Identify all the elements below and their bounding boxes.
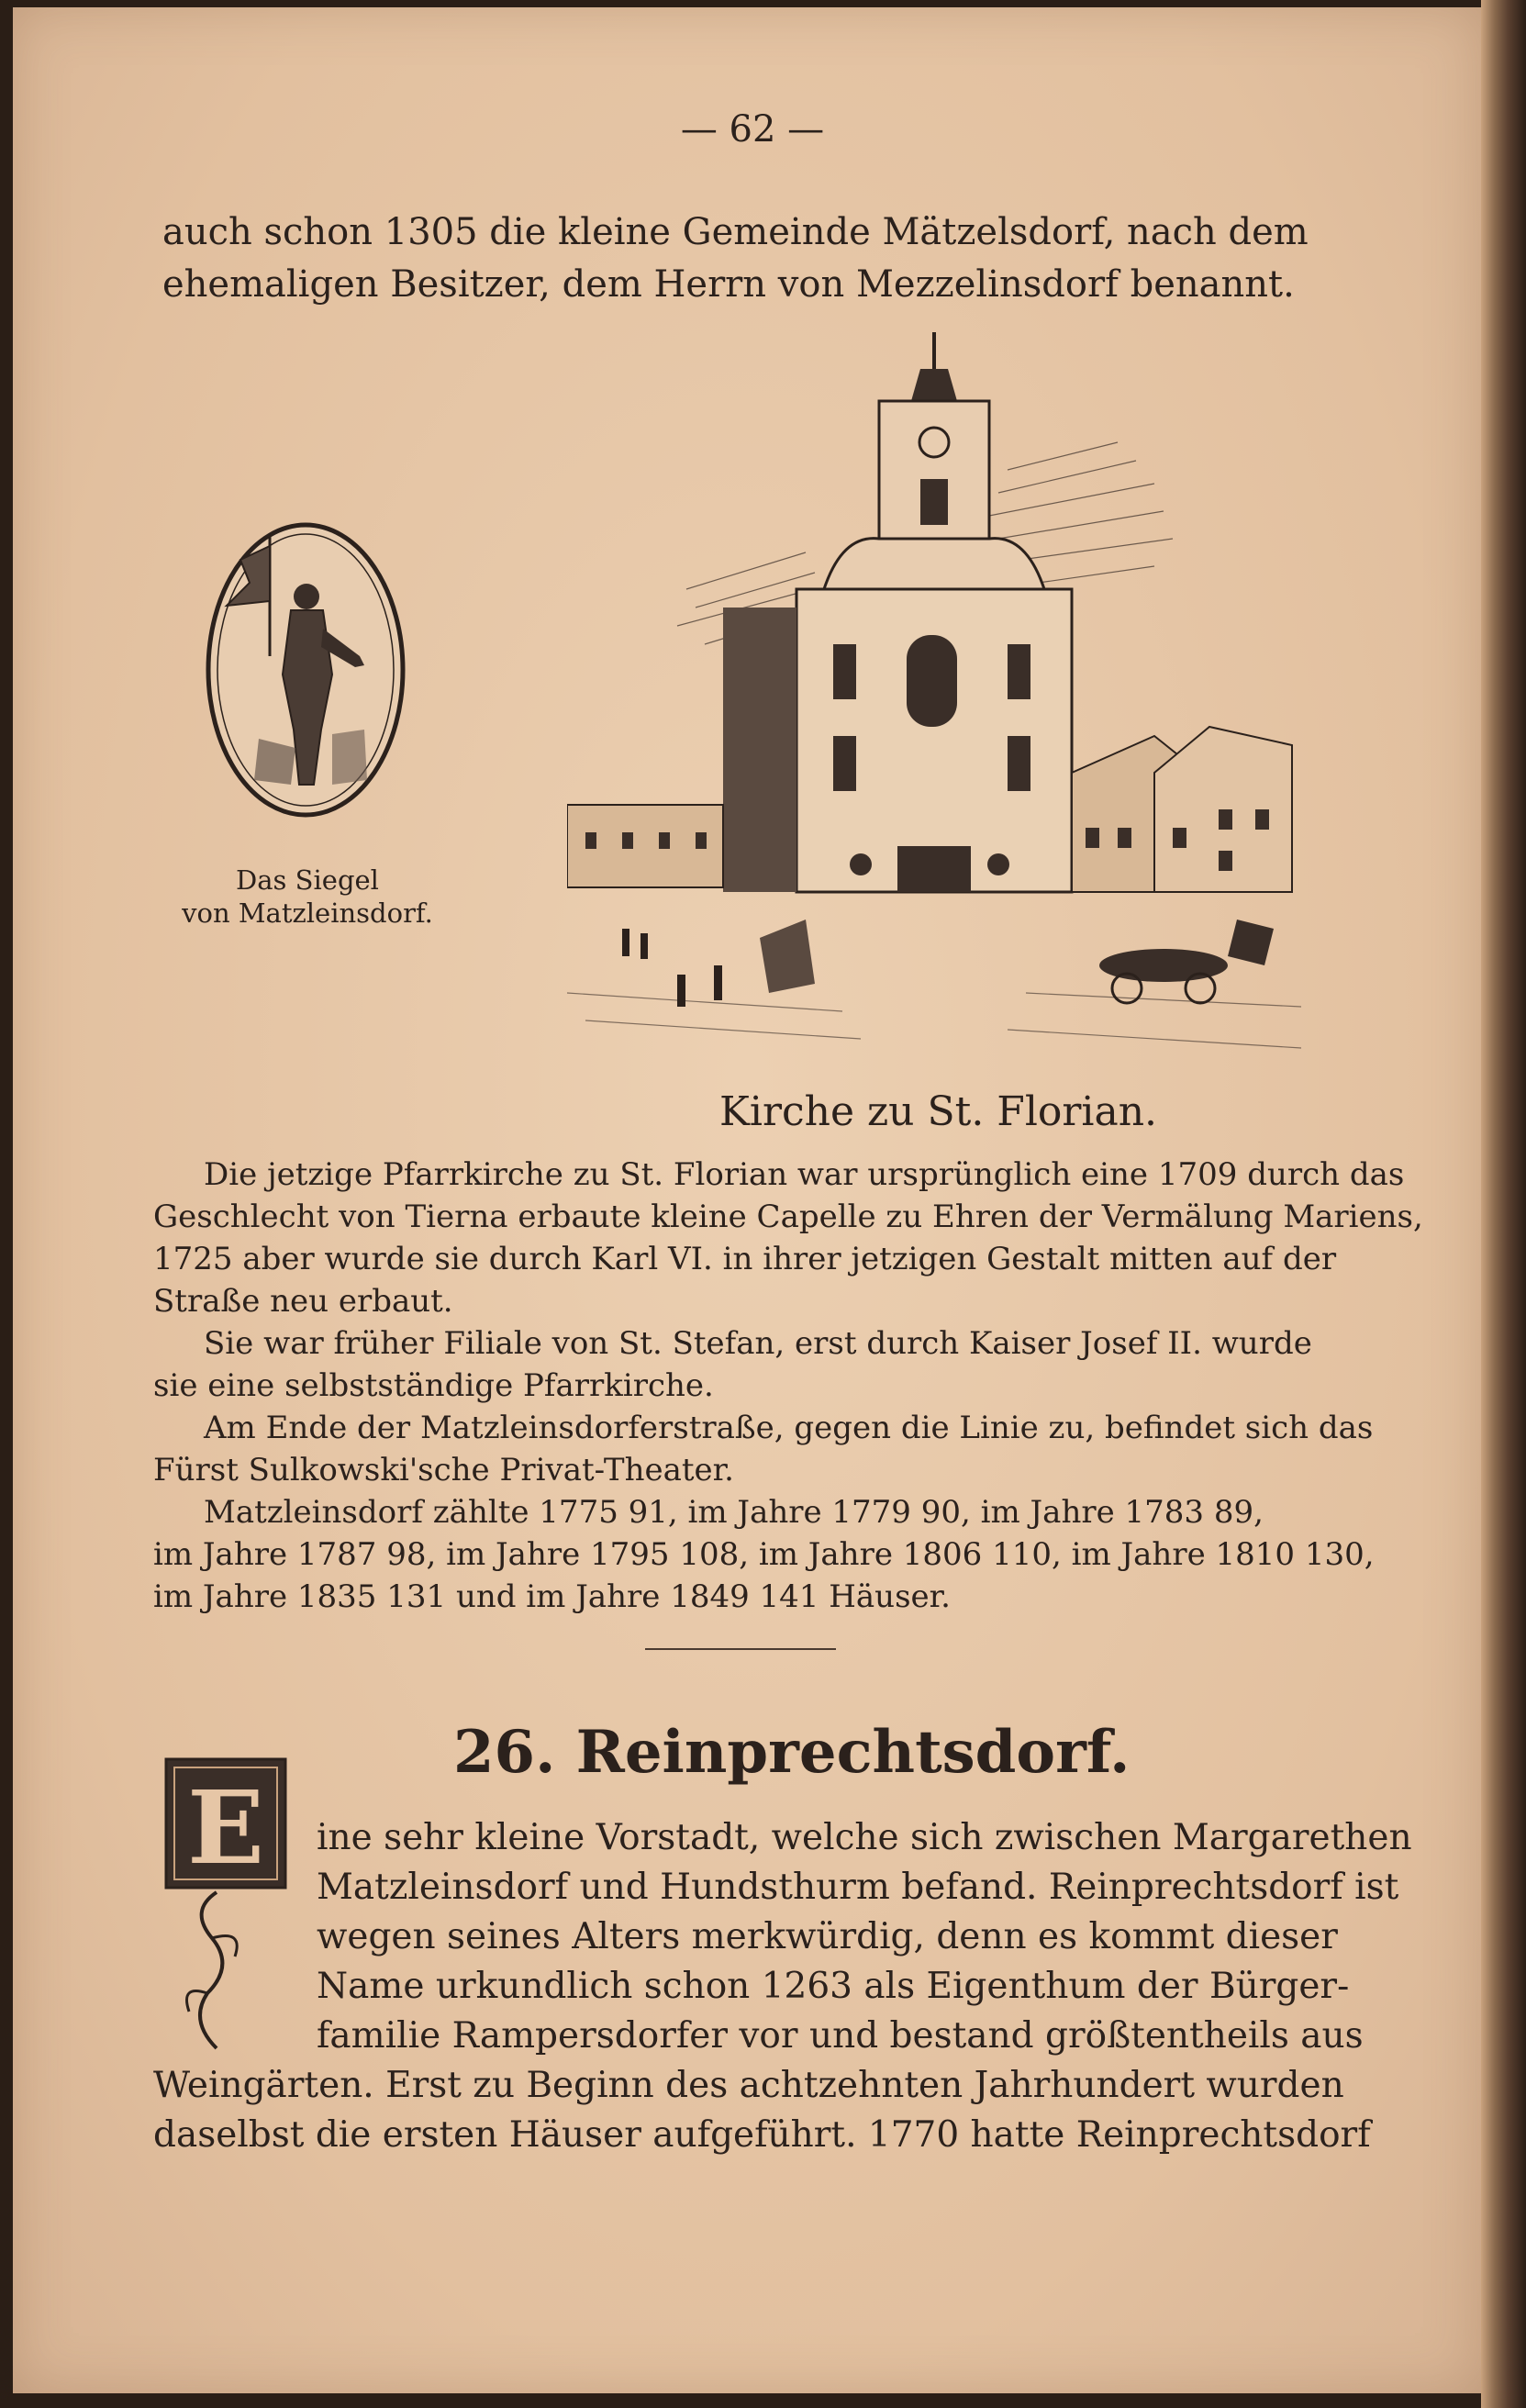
- intro-line: ehemaligen Besitzer, dem Herrn von Mezzelinsdorf benannt.: [162, 263, 1295, 306]
- section-line: Matzleinsdorf und Hundsthurm befand. Reinprechtsdorf ist: [317, 1867, 1399, 1908]
- paragraph-line: sie eine selbstständige Pfarrkirche.: [153, 1367, 714, 1404]
- seal-caption-line: von Matzleinsdorf.: [182, 897, 433, 929]
- paragraph-line: Am Ende der Matzleinsdorferstraße, gegen die Linie zu, befindet sich das: [204, 1410, 1374, 1446]
- paragraph-line: Sie war früher Filiale von St. Stefan, erst durch Kaiser Josef II. wurde: [204, 1325, 1312, 1362]
- paragraph-line: im Jahre 1835 131 und im Jahre 1849 141 Häuser.: [153, 1578, 951, 1615]
- section-line: Weingärten. Erst zu Beginn des achtzehnten Jahrhundert wurden: [153, 2065, 1344, 2106]
- book-spine: [1481, 0, 1526, 2408]
- seal-illustration: [204, 518, 407, 821]
- initial-letter: E: [187, 1768, 264, 1887]
- paragraph-line: Geschlecht von Tierna erbaute kleine Capelle zu Ehren der Vermälung Mariens,: [153, 1198, 1423, 1235]
- church-illustration: [567, 332, 1304, 1065]
- section-line: daselbst die ersten Häuser aufgeführt. 1770 hatte Reinprechtsdorf: [153, 2114, 1371, 2156]
- paragraph-line: 1725 aber wurde sie durch Karl VI. in ihrer jetzigen Gestalt mitten auf der: [153, 1241, 1337, 1277]
- page-number: — 62 —: [680, 108, 825, 150]
- section-line: ine sehr kleine Vorstadt, welche sich zwischen Margarethen: [317, 1817, 1412, 1858]
- seal-caption-line: Das Siegel: [236, 864, 379, 896]
- decorative-initial: [162, 1755, 299, 2057]
- section-line: familie Rampersdorfer vor und bestand größtentheils aus: [317, 2015, 1364, 2057]
- section-line: wegen seines Alters merkwürdig, denn es kommt dieser: [317, 1916, 1338, 1957]
- section-divider: [645, 1648, 836, 1650]
- paragraph-line: Die jetzige Pfarrkirche zu St. Florian war ursprünglich eine 1709 durch das: [204, 1156, 1405, 1193]
- section-line: Name urkundlich schon 1263 als Eigenthum der Bürger-: [317, 1966, 1350, 2007]
- section-heading: 26. Reinprechtsdorf.: [453, 1718, 1131, 1787]
- paragraph-line: Fürst Sulkowski'sche Privat-Theater.: [153, 1452, 734, 1488]
- paragraph-line: im Jahre 1787 98, im Jahre 1795 108, im Jahre 1806 110, im Jahre 1810 130,: [153, 1536, 1375, 1573]
- intro-line: auch schon 1305 die kleine Gemeinde Mätzelsdorf, nach dem: [162, 211, 1309, 253]
- paragraph-line: Matzleinsdorf zählte 1775 91, im Jahre 1779 90, im Jahre 1783 89,: [204, 1494, 1264, 1531]
- church-caption: Kirche zu St. Florian.: [719, 1088, 1158, 1135]
- paragraph-line: Straße neu erbaut.: [153, 1283, 453, 1320]
